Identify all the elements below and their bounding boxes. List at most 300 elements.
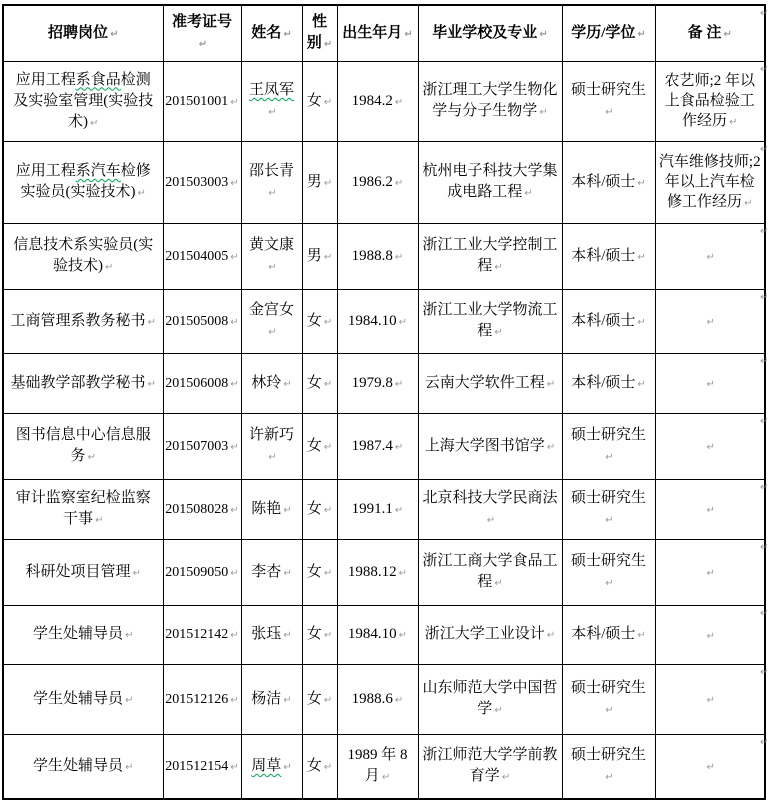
end-of-cell-mark: ↵ bbox=[323, 567, 333, 579]
end-of-row-mark: ↵ bbox=[760, 144, 769, 155]
end-of-row-mark: ↵ bbox=[760, 608, 769, 619]
cell-text: 黄文康 bbox=[248, 237, 294, 253]
cell-gender[interactable] bbox=[302, 61, 337, 141]
cell-text: 201503003 bbox=[165, 174, 229, 190]
cell-text: 男 bbox=[306, 173, 322, 190]
cell-text: 硕士研究生 bbox=[570, 553, 646, 569]
end-of-cell-mark: ↵ bbox=[137, 188, 146, 199]
end-of-cell-mark: ↵ bbox=[394, 441, 404, 453]
end-of-row-mark: ↵ bbox=[760, 226, 769, 237]
cell-degree[interactable] bbox=[562, 61, 655, 141]
cell-text: 女 bbox=[306, 312, 322, 329]
header-row bbox=[3, 5, 765, 61]
end-of-cell-mark: ↵ bbox=[729, 117, 738, 128]
table-row bbox=[3, 539, 765, 605]
end-of-cell-mark: ↵ bbox=[268, 452, 277, 463]
end-of-cell-mark: ↵ bbox=[398, 630, 408, 641]
cell-text: 北京科技大学民商法 bbox=[422, 490, 558, 506]
cell-remark[interactable] bbox=[655, 605, 765, 664]
cell-exam-number[interactable] bbox=[163, 61, 241, 141]
cell-birth-date[interactable] bbox=[337, 539, 418, 605]
cell-birth-date[interactable] bbox=[337, 61, 418, 141]
cell-text: 201505008 bbox=[165, 313, 229, 329]
end-of-cell-mark: ↵ bbox=[283, 761, 292, 773]
end-of-cell-mark: ↵ bbox=[706, 317, 715, 328]
cell-text: 1988.12 bbox=[347, 563, 397, 580]
end-of-cell-mark: ↵ bbox=[706, 442, 715, 453]
cell-gender[interactable] bbox=[302, 734, 337, 799]
cell-gender[interactable] bbox=[302, 141, 337, 223]
cell-name[interactable] bbox=[241, 289, 302, 353]
end-of-cell-mark: ↵ bbox=[706, 762, 715, 774]
cell-name[interactable] bbox=[241, 223, 302, 289]
cell-text: 浙江工商大学食品工程 bbox=[422, 553, 558, 590]
end-of-cell-mark: ↵ bbox=[637, 177, 646, 189]
end-of-cell-mark: ↵ bbox=[95, 515, 104, 526]
end-of-cell-mark: ↵ bbox=[110, 28, 119, 40]
cell-text: 农艺师;2 年以上食品检验工作经历 bbox=[664, 73, 755, 129]
cell-remark[interactable] bbox=[655, 664, 765, 734]
cell-gender[interactable] bbox=[302, 479, 337, 539]
spellcheck-text: 周草 bbox=[251, 757, 282, 774]
end-of-cell-mark: ↵ bbox=[706, 505, 715, 516]
cell-birth-date[interactable] bbox=[337, 289, 418, 353]
cell-birth-date[interactable] bbox=[337, 605, 418, 664]
cell-birth-date[interactable] bbox=[337, 223, 418, 289]
end-of-cell-mark: ↵ bbox=[381, 772, 391, 784]
cell-text: 硕士研究生 bbox=[570, 82, 646, 98]
end-of-cell-mark: ↵ bbox=[230, 630, 239, 641]
cell-text: 科研处项目管理 bbox=[25, 563, 131, 580]
table-row bbox=[3, 353, 765, 413]
cell-degree[interactable] bbox=[562, 141, 655, 223]
end-of-cell-mark: ↵ bbox=[90, 117, 99, 129]
end-of-cell-mark: ↵ bbox=[486, 515, 496, 526]
end-of-cell-mark: ↵ bbox=[323, 378, 333, 390]
end-of-cell-mark: ↵ bbox=[323, 630, 333, 641]
cell-school-major[interactable] bbox=[418, 664, 562, 734]
end-of-cell-mark: ↵ bbox=[230, 316, 239, 328]
cell-text: 学生处辅导员 bbox=[33, 626, 124, 642]
end-of-cell-mark: ↵ bbox=[323, 316, 333, 328]
end-of-cell-mark: ↵ bbox=[605, 772, 614, 784]
cell-name[interactable] bbox=[241, 734, 302, 799]
end-of-cell-mark: ↵ bbox=[87, 452, 96, 463]
cell-remark[interactable] bbox=[655, 413, 765, 479]
cell-text: 检修实验员(实验技术) bbox=[20, 163, 151, 200]
end-of-cell-mark: ↵ bbox=[125, 694, 134, 706]
cell-text: 检测及实验室管理(实验技术) bbox=[13, 71, 154, 130]
cell-position[interactable] bbox=[3, 605, 163, 664]
end-of-cell-mark: ↵ bbox=[132, 567, 141, 579]
cell-position[interactable] bbox=[3, 61, 163, 141]
end-of-cell-mark: ↵ bbox=[323, 441, 333, 453]
cell-position[interactable] bbox=[3, 141, 163, 223]
cell-text: 杭州电子科技大学集成电路工程 bbox=[422, 163, 558, 200]
column-header-birth-date bbox=[337, 5, 418, 61]
cell-degree[interactable] bbox=[562, 479, 655, 539]
end-of-cell-mark: ↵ bbox=[283, 28, 292, 40]
table-row bbox=[3, 223, 765, 289]
cell-text: 1979.8 bbox=[351, 374, 393, 391]
cell-gender[interactable] bbox=[302, 605, 337, 664]
cell-text: 女 bbox=[306, 626, 322, 642]
end-of-cell-mark: ↵ bbox=[230, 378, 239, 390]
end-of-cell-mark: ↵ bbox=[394, 251, 404, 263]
column-header-school-major bbox=[418, 5, 562, 61]
cell-text: 女 bbox=[306, 437, 322, 454]
cell-name[interactable] bbox=[241, 141, 302, 223]
column-header-exam-number bbox=[163, 5, 241, 61]
end-of-cell-mark: ↵ bbox=[494, 705, 503, 716]
cell-gender[interactable] bbox=[302, 539, 337, 605]
cell-gender[interactable] bbox=[302, 223, 337, 289]
cell-text: 201507003 bbox=[165, 438, 229, 454]
cell-exam-number[interactable] bbox=[163, 664, 241, 734]
end-of-row-mark: ↵ bbox=[760, 482, 769, 493]
cell-name[interactable] bbox=[241, 353, 302, 413]
end-of-cell-mark: ↵ bbox=[723, 28, 732, 40]
table-row bbox=[3, 605, 765, 664]
cell-text: 应用工程 bbox=[15, 71, 76, 88]
cell-exam-number[interactable] bbox=[163, 141, 241, 223]
table-row bbox=[3, 289, 765, 353]
cell-degree[interactable] bbox=[562, 289, 655, 353]
cell-text: 1984.10 bbox=[347, 626, 397, 642]
end-of-cell-mark: ↵ bbox=[637, 251, 646, 263]
cell-text: 201509050 bbox=[165, 564, 229, 580]
end-of-cell-mark: ↵ bbox=[546, 378, 556, 390]
table-row bbox=[3, 413, 765, 479]
cell-gender[interactable] bbox=[302, 413, 337, 479]
cell-text: 邵长青 bbox=[248, 163, 294, 179]
end-of-cell-mark: ↵ bbox=[637, 316, 646, 328]
end-of-cell-mark: ↵ bbox=[637, 28, 646, 40]
table-row bbox=[3, 664, 765, 734]
end-of-cell-mark: ↵ bbox=[323, 251, 333, 263]
cell-remark[interactable] bbox=[655, 734, 765, 799]
end-of-cell-mark: ↵ bbox=[283, 504, 292, 516]
cell-text: 1986.2 bbox=[351, 173, 393, 190]
cell-school-major[interactable] bbox=[418, 289, 562, 353]
cell-text: 浙江师范大学学前教育学 bbox=[422, 747, 558, 785]
table-row bbox=[3, 61, 765, 141]
end-of-cell-mark: ↵ bbox=[404, 28, 413, 40]
cell-text: 杨洁 bbox=[251, 690, 282, 707]
cell-text: 1984.2 bbox=[351, 92, 393, 109]
table-row bbox=[3, 479, 765, 539]
header-label: 毕业学校及专业 bbox=[432, 24, 538, 41]
end-of-cell-mark: ↵ bbox=[394, 694, 404, 706]
cell-birth-date[interactable] bbox=[337, 141, 418, 223]
cell-position[interactable] bbox=[3, 223, 163, 289]
cell-text: 本科/硕士 bbox=[571, 247, 636, 264]
end-of-cell-mark: ↵ bbox=[744, 198, 753, 209]
end-of-cell-mark: ↵ bbox=[323, 177, 333, 189]
cell-text: 1984.10 bbox=[347, 312, 397, 329]
end-of-cell-mark: ↵ bbox=[198, 39, 208, 51]
cell-text: 信息技术系实验员(实验技术) bbox=[13, 237, 154, 274]
cell-text: 1988.6 bbox=[351, 690, 393, 707]
cell-text: 云南大学软件工程 bbox=[424, 374, 545, 391]
end-of-cell-mark: ↵ bbox=[494, 578, 503, 589]
end-of-cell-mark: ↵ bbox=[494, 327, 503, 338]
end-of-cell-mark: ↵ bbox=[501, 772, 511, 784]
cell-exam-number[interactable] bbox=[163, 289, 241, 353]
end-of-cell-mark: ↵ bbox=[706, 695, 715, 706]
cell-text: 女 bbox=[306, 500, 322, 517]
end-of-row-mark: ↵ bbox=[760, 542, 769, 553]
spellcheck-text: 王凤军 bbox=[248, 82, 294, 98]
cell-text: 本科/硕士 bbox=[571, 173, 636, 190]
end-of-cell-mark: ↵ bbox=[546, 630, 556, 641]
cell-school-major[interactable] bbox=[418, 353, 562, 413]
cell-remark[interactable] bbox=[655, 289, 765, 353]
end-of-cell-mark: ↵ bbox=[147, 316, 156, 328]
cell-text: 汽车维修技师;2 年以上汽车检修工作经历 bbox=[658, 154, 761, 210]
end-of-cell-mark: ↵ bbox=[105, 262, 114, 273]
end-of-cell-mark: ↵ bbox=[546, 441, 556, 453]
cell-exam-number[interactable] bbox=[163, 223, 241, 289]
end-of-cell-mark: ↵ bbox=[394, 378, 404, 390]
cell-degree[interactable] bbox=[562, 664, 655, 734]
end-of-cell-mark: ↵ bbox=[605, 515, 614, 526]
cell-remark[interactable] bbox=[655, 479, 765, 539]
cell-text: 应用工程 bbox=[15, 163, 76, 179]
end-of-cell-mark: ↵ bbox=[323, 694, 333, 706]
cell-text: 上海大学图书馆学 bbox=[424, 437, 545, 454]
end-of-cell-mark: ↵ bbox=[125, 630, 134, 641]
cell-school-major[interactable] bbox=[418, 413, 562, 479]
cell-degree[interactable] bbox=[562, 353, 655, 413]
end-of-row-mark: ↵ bbox=[760, 667, 769, 678]
cell-exam-number[interactable] bbox=[163, 413, 241, 479]
end-of-cell-mark: ↵ bbox=[230, 177, 239, 189]
end-of-cell-mark: ↵ bbox=[524, 188, 533, 199]
cell-name[interactable] bbox=[241, 413, 302, 479]
end-of-cell-mark: ↵ bbox=[323, 504, 333, 516]
cell-text: 201506008 bbox=[165, 375, 229, 391]
end-of-cell-mark: ↵ bbox=[230, 441, 239, 453]
cell-birth-date[interactable] bbox=[337, 734, 418, 799]
cell-text: 201508028 bbox=[165, 501, 229, 517]
cell-text: 1989 年 8 月 bbox=[347, 747, 408, 785]
cell-school-major[interactable] bbox=[418, 223, 562, 289]
cell-text: 201501001 bbox=[165, 93, 229, 109]
cell-text: 张珏 bbox=[251, 626, 282, 642]
cell-text: 浙江工业大学控制工程 bbox=[422, 237, 558, 274]
cell-text: 审计监察室纪检监察干事 bbox=[15, 490, 151, 527]
end-of-row-mark: ↵ bbox=[760, 356, 769, 367]
end-of-cell-mark: ↵ bbox=[230, 96, 239, 108]
end-of-cell-mark: ↵ bbox=[323, 96, 333, 108]
cell-text: 山东师范大学中国哲学 bbox=[422, 680, 558, 717]
end-of-cell-mark: ↵ bbox=[230, 567, 239, 579]
cell-text: 女 bbox=[306, 374, 322, 391]
cell-school-major[interactable] bbox=[418, 605, 562, 664]
cell-text: 浙江理工大学生物化学与分子生物学 bbox=[422, 82, 558, 119]
cell-text: 女 bbox=[306, 563, 322, 580]
end-of-cell-mark: ↵ bbox=[283, 378, 292, 390]
end-of-cell-mark: ↵ bbox=[637, 630, 646, 641]
end-of-cell-mark: ↵ bbox=[539, 28, 548, 40]
cell-text: 许新巧 bbox=[248, 427, 294, 443]
cell-degree[interactable] bbox=[562, 734, 655, 799]
column-header-remark bbox=[655, 5, 765, 61]
cell-text: 201504005 bbox=[165, 248, 229, 264]
cell-exam-number[interactable] bbox=[163, 353, 241, 413]
end-of-cell-mark: ↵ bbox=[323, 39, 333, 51]
cell-text: 硕士研究生 bbox=[570, 680, 646, 696]
end-of-cell-mark: ↵ bbox=[706, 379, 715, 390]
cell-text: 本科/硕士 bbox=[571, 312, 636, 329]
end-of-cell-mark: ↵ bbox=[394, 177, 404, 189]
cell-remark[interactable] bbox=[655, 223, 765, 289]
cell-text: 1988.8 bbox=[351, 247, 393, 264]
cell-position[interactable] bbox=[3, 413, 163, 479]
cell-text: 201512154 bbox=[165, 758, 229, 774]
end-of-cell-mark: ↵ bbox=[323, 761, 333, 773]
cell-text: 陈艳 bbox=[251, 500, 282, 517]
end-of-cell-mark: ↵ bbox=[398, 567, 408, 579]
cell-birth-date[interactable] bbox=[337, 353, 418, 413]
end-of-cell-mark: ↵ bbox=[268, 327, 277, 338]
end-of-cell-mark: ↵ bbox=[539, 107, 548, 118]
column-header-position bbox=[3, 5, 163, 61]
cell-remark[interactable] bbox=[655, 353, 765, 413]
cell-remark[interactable] bbox=[655, 61, 765, 141]
end-of-cell-mark: ↵ bbox=[394, 96, 404, 108]
header-label: 准考证号 bbox=[171, 14, 232, 31]
cell-position[interactable] bbox=[3, 734, 163, 799]
cell-text: 1991.1 bbox=[351, 500, 393, 517]
cell-birth-date[interactable] bbox=[337, 479, 418, 539]
cell-text: 李杏 bbox=[251, 563, 282, 580]
cell-name[interactable] bbox=[241, 605, 302, 664]
cell-text: 学生处辅导员 bbox=[33, 690, 124, 707]
cell-text: 本科/硕士 bbox=[571, 626, 636, 642]
cell-remark[interactable] bbox=[655, 141, 765, 223]
cell-degree[interactable] bbox=[562, 605, 655, 664]
header-label: 招聘岗位 bbox=[48, 24, 109, 41]
cell-position[interactable] bbox=[3, 479, 163, 539]
cell-text: 学生处辅导员 bbox=[33, 757, 124, 774]
cell-text: 硕士研究生 bbox=[570, 490, 646, 506]
cell-text: 男 bbox=[306, 247, 322, 264]
cell-text: 女 bbox=[306, 92, 322, 109]
header-label: 姓名 bbox=[251, 24, 282, 41]
cell-name[interactable] bbox=[241, 539, 302, 605]
end-of-cell-mark: ↵ bbox=[706, 252, 715, 263]
recruitment-table bbox=[2, 4, 769, 800]
cell-name[interactable] bbox=[241, 664, 302, 734]
cell-birth-date[interactable] bbox=[337, 664, 418, 734]
cell-position[interactable] bbox=[3, 353, 163, 413]
end-of-cell-mark: ↵ bbox=[268, 262, 277, 273]
cell-gender[interactable] bbox=[302, 289, 337, 353]
cell-school-major[interactable] bbox=[418, 539, 562, 605]
cell-degree[interactable] bbox=[562, 413, 655, 479]
cell-position[interactable] bbox=[3, 289, 163, 353]
cell-remark[interactable] bbox=[655, 539, 765, 605]
end-of-cell-mark: ↵ bbox=[147, 378, 156, 390]
cell-text: 201512142 bbox=[165, 627, 229, 642]
end-of-cell-mark: ↵ bbox=[706, 568, 715, 579]
cell-birth-date[interactable] bbox=[337, 413, 418, 479]
end-of-cell-mark: ↵ bbox=[230, 694, 239, 706]
end-of-cell-mark: ↵ bbox=[706, 630, 715, 642]
table-row bbox=[3, 734, 765, 799]
cell-exam-number[interactable] bbox=[163, 605, 241, 664]
cell-text: 女 bbox=[306, 690, 322, 707]
column-header-degree bbox=[562, 5, 655, 61]
table-row bbox=[3, 141, 765, 223]
end-of-cell-mark: ↵ bbox=[605, 107, 614, 118]
cell-exam-number[interactable] bbox=[163, 734, 241, 799]
end-of-row-mark: ↵ bbox=[760, 292, 769, 303]
cell-text: 工商管理系教务秘书 bbox=[10, 312, 146, 329]
cell-school-major[interactable] bbox=[418, 734, 562, 799]
column-header-name bbox=[241, 5, 302, 61]
cell-name[interactable] bbox=[241, 61, 302, 141]
cell-text: 硕士研究生 bbox=[570, 747, 646, 764]
end-of-cell-mark: ↵ bbox=[398, 316, 408, 328]
cell-text: 图书信息中心信息服务 bbox=[15, 427, 151, 464]
end-of-row-mark: ↵ bbox=[760, 737, 769, 748]
cell-text: 浙江大学工业设计 bbox=[424, 626, 545, 642]
cell-position[interactable] bbox=[3, 539, 163, 605]
end-of-cell-mark: ↵ bbox=[268, 188, 277, 199]
cell-name[interactable] bbox=[241, 479, 302, 539]
cell-exam-number[interactable] bbox=[163, 479, 241, 539]
end-of-cell-mark: ↵ bbox=[605, 578, 614, 589]
cell-gender[interactable] bbox=[302, 664, 337, 734]
column-header-gender bbox=[302, 5, 337, 61]
cell-text: 林玲 bbox=[251, 374, 282, 391]
end-of-cell-mark: ↵ bbox=[605, 705, 614, 716]
header-label: 性别 bbox=[306, 14, 327, 52]
cell-position[interactable] bbox=[3, 664, 163, 734]
cell-school-major[interactable] bbox=[418, 141, 562, 223]
end-of-cell-mark: ↵ bbox=[230, 251, 239, 263]
header-label: 学历/学位 bbox=[571, 24, 636, 41]
cell-text: 201512126 bbox=[165, 691, 229, 707]
cell-school-major[interactable] bbox=[418, 61, 562, 141]
spellcheck-text: 系食品 bbox=[75, 71, 121, 88]
cell-text: 1987.4 bbox=[351, 437, 393, 454]
cell-exam-number[interactable] bbox=[163, 539, 241, 605]
cell-gender[interactable] bbox=[302, 353, 337, 413]
end-of-cell-mark: ↵ bbox=[268, 107, 277, 118]
end-of-cell-mark: ↵ bbox=[230, 761, 239, 773]
cell-degree[interactable] bbox=[562, 223, 655, 289]
end-of-cell-mark: ↵ bbox=[494, 262, 503, 273]
end-of-row-mark: ↵ bbox=[760, 64, 769, 75]
end-of-cell-mark: ↵ bbox=[637, 378, 646, 390]
end-of-cell-mark: ↵ bbox=[283, 694, 292, 706]
spellcheck-text: 系汽车 bbox=[75, 163, 121, 179]
cell-text: 浙江工业大学物流工程 bbox=[422, 302, 558, 339]
end-of-cell-mark: ↵ bbox=[230, 504, 239, 516]
cell-text: 金宫女 bbox=[248, 302, 294, 318]
end-of-row-mark: ↵ bbox=[760, 8, 769, 19]
end-of-cell-mark: ↵ bbox=[283, 567, 292, 579]
end-of-cell-mark: ↵ bbox=[605, 452, 614, 463]
end-of-cell-mark: ↵ bbox=[283, 630, 292, 641]
cell-text: 基础教学部教学秘书 bbox=[10, 374, 146, 391]
cell-school-major[interactable] bbox=[418, 479, 562, 539]
cell-degree[interactable] bbox=[562, 539, 655, 605]
